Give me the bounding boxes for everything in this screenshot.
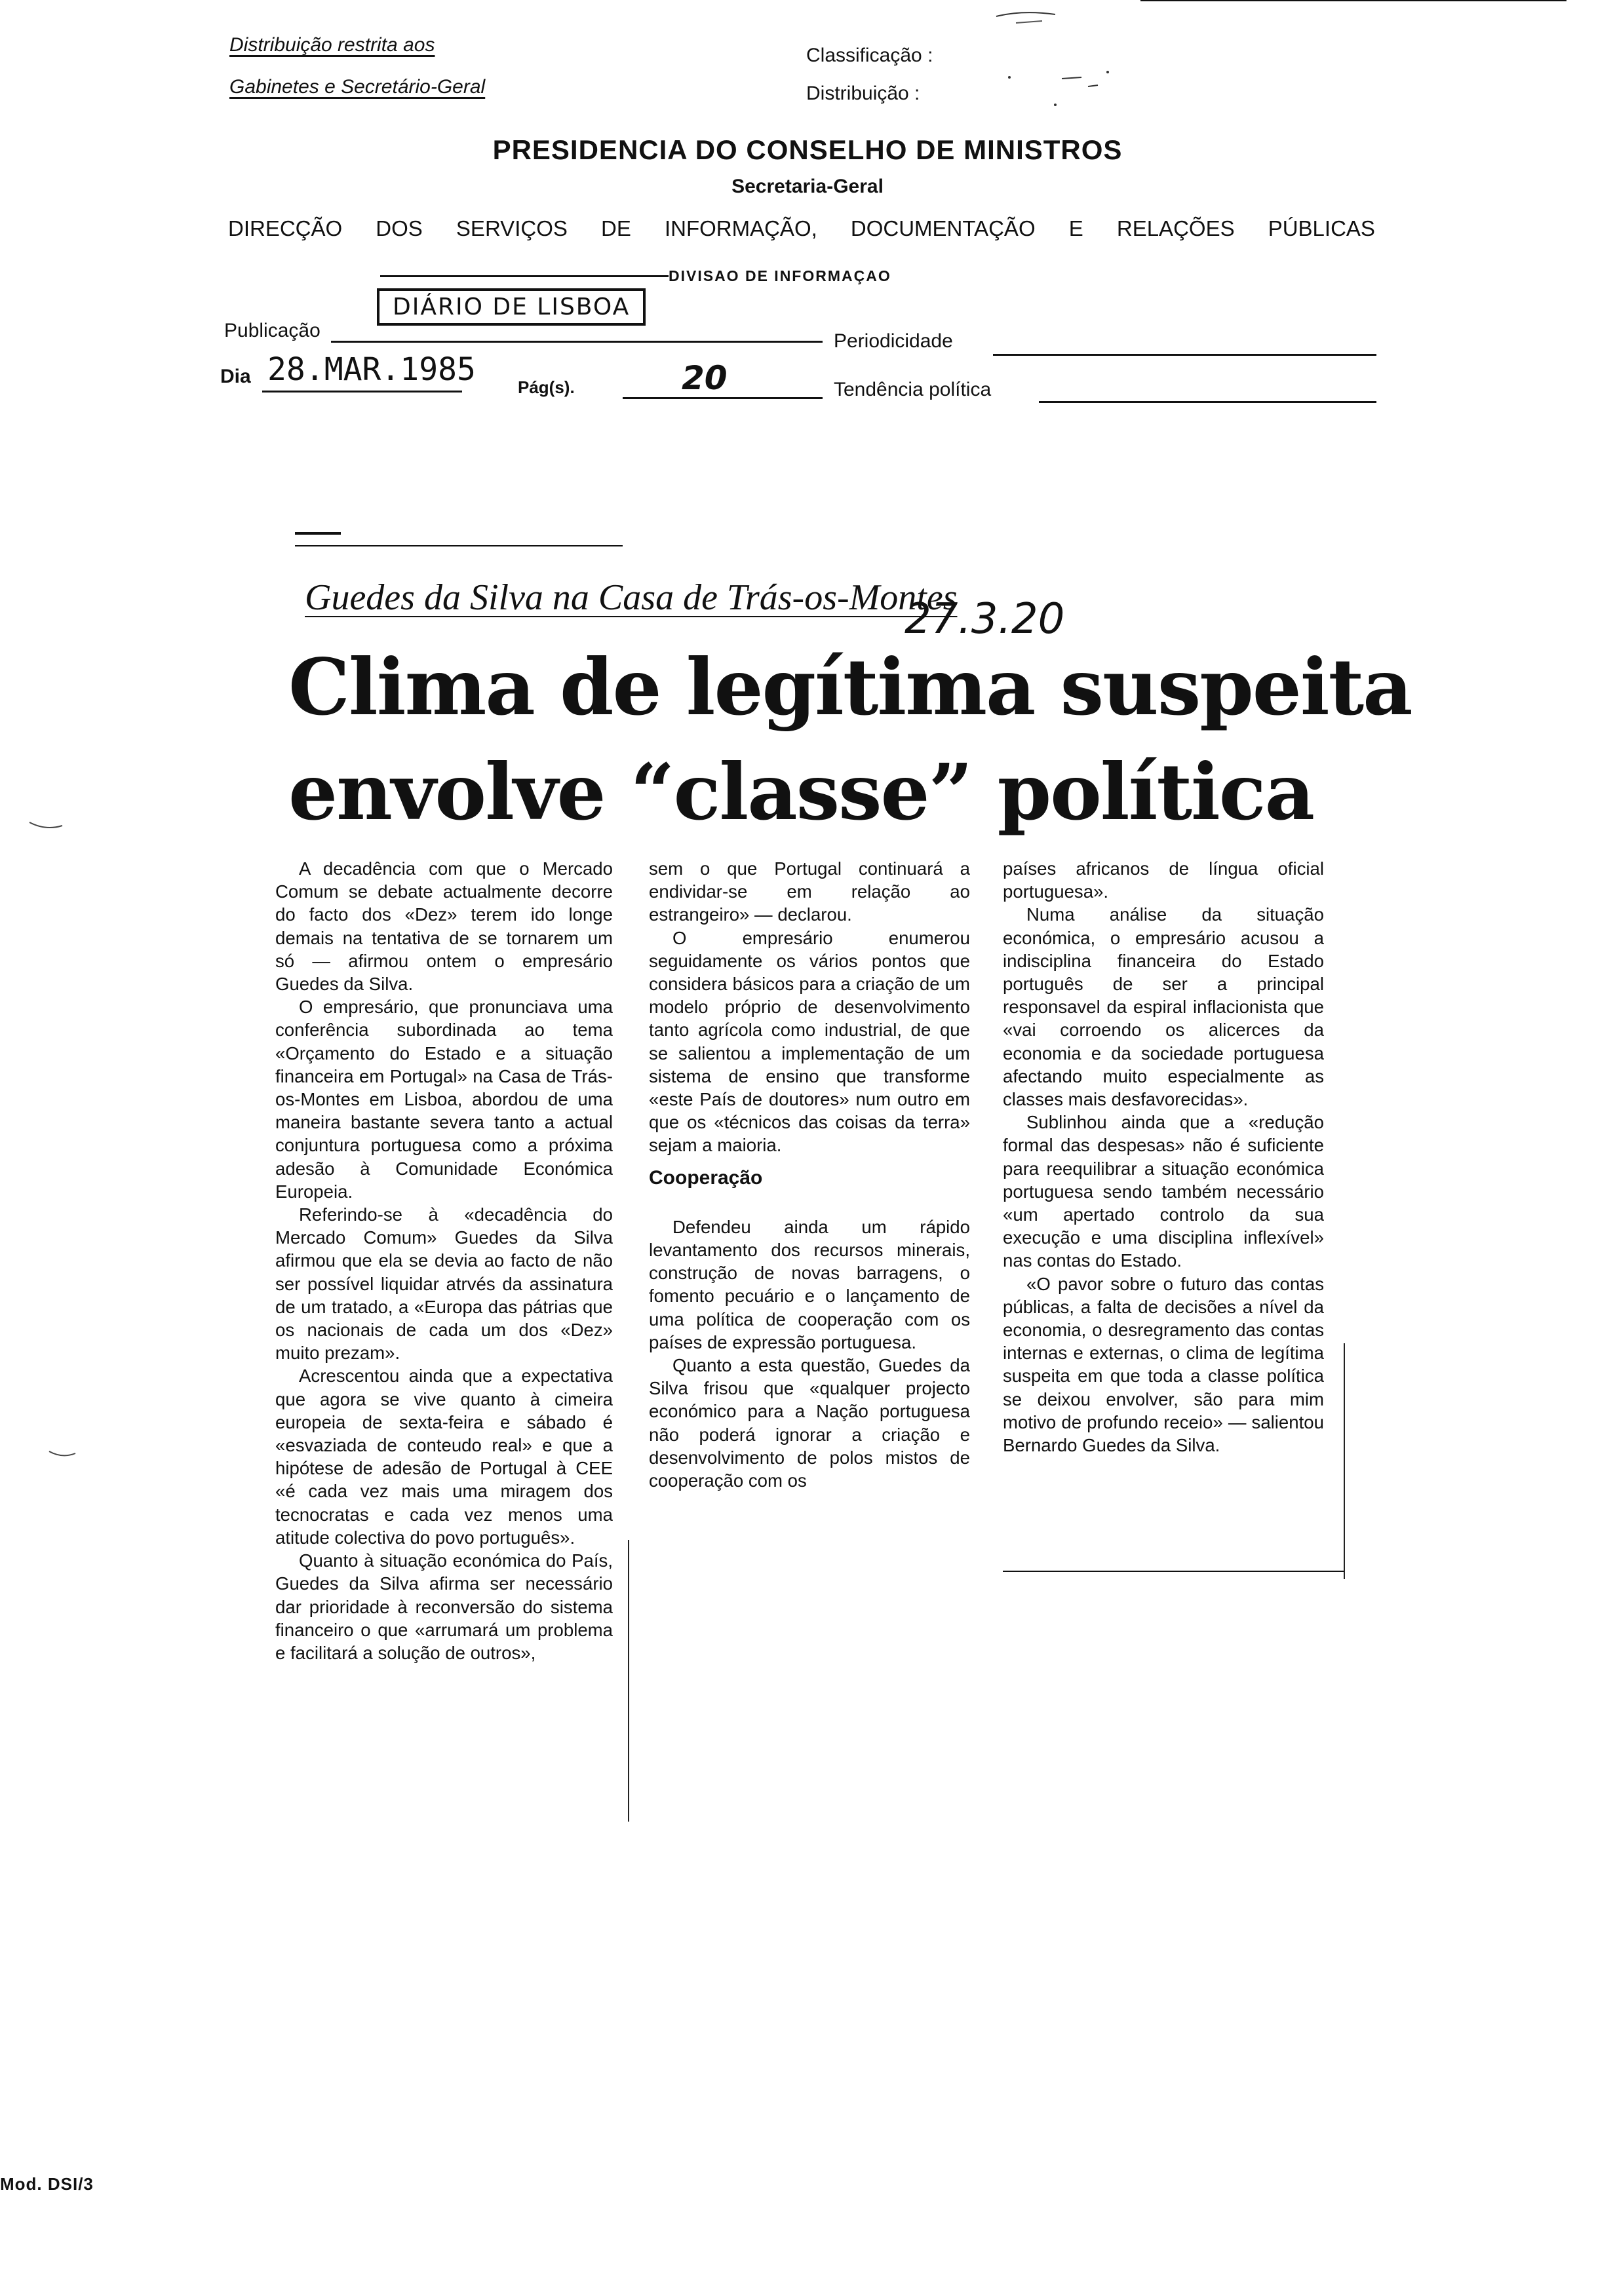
paragraph: sem o que Portugal continuará a endividar-se em relação ao estrangeiro» — declarou. xyxy=(649,858,970,925)
paragraph: Referindo-se à «decadência do Mercado Comum» Guedes da Silva afirmou que ela se devia ao facto de não ser possível liquidar atrvés da assinatura de um tratado, a «Europa das pátrias que os nacionais de cada um dos «Dez» muito prezam». xyxy=(275,1204,613,1364)
paragraph: Defendeu ainda um rápido levantamento dos recursos minerais, construção de novas barragens, o fomento pecuário e o lançamento de uma política de cooperação com os países de expressão portuguesa. xyxy=(649,1216,970,1352)
directorate-word: DE xyxy=(600,216,631,240)
distribution-label: Distribuição : xyxy=(806,83,920,104)
periodicity-label: Periodicidade xyxy=(834,330,953,352)
directorate-word: RELAÇÕES xyxy=(1116,216,1235,240)
directorate-word: DIRECÇÃO xyxy=(228,216,343,240)
publication-stamp: DIÁRIO DE LISBOA xyxy=(377,288,646,326)
directorate-word: SERVIÇOS xyxy=(456,216,568,240)
margin-mark-icon xyxy=(26,819,66,832)
day-label: Dia xyxy=(220,366,251,387)
directorate-word: PÚBLICAS xyxy=(1268,216,1375,240)
restricted-distribution-line2: Gabinetes e Secretário-Geral xyxy=(229,76,486,98)
form-code: Mod. DSI/3 xyxy=(0,2174,94,2194)
article-column-2 xyxy=(649,857,970,1492)
column-3-end-rule xyxy=(1003,1571,1344,1572)
tendency-label: Tendência política xyxy=(834,379,992,400)
date-rule xyxy=(262,391,462,392)
headline-line1: Clima de legítima suspeita xyxy=(288,641,1412,733)
subhead-cooperation: Cooperação xyxy=(649,1166,763,1189)
publication-date: 28.MAR.1985 xyxy=(267,351,476,388)
article-column-3 xyxy=(1003,857,1324,1457)
clipping-top-rule xyxy=(295,545,623,546)
restricted-distribution-line1: Distribuição restrita aos xyxy=(229,34,435,56)
paragraph: países africanos de língua oficial portuguesa». xyxy=(1003,858,1324,902)
pen-marks-icon xyxy=(983,0,1140,124)
pages-label: Pág(s). xyxy=(518,377,575,397)
classification-label: Classificação : xyxy=(806,45,933,66)
presidency-title: PRESIDENCIA DO CONSELHO DE MINISTROS xyxy=(492,134,1123,165)
column-edge-line xyxy=(628,1540,629,1822)
periodicity-rule xyxy=(993,354,1376,356)
margin-mark-icon xyxy=(46,1448,79,1461)
paragraph: Numa análise da situação económica, o empresário acusou a indisciplina financeira do Estado português de ser a principal responsavel da espiral inflacionista que «vai corroendo os alicerces da economia e da sociedade portuguesa afectando muito especialmente as classes mais desfavorecidas». xyxy=(1003,904,1324,1110)
division-label: DIVISAO DE INFORMAÇAO xyxy=(669,267,891,284)
tendency-rule xyxy=(1039,401,1376,403)
directorate-word: DOCUMENTAÇÃO xyxy=(850,216,1036,240)
article-kicker: Guedes da Silva na Casa de Trás-os-Montes xyxy=(305,577,958,618)
pages-rule xyxy=(623,397,823,399)
paragraph: Acrescentou ainda que a expectativa que agora se vive quanto à cimeira europeia de sexta-feira e sábado é «esvaziada de conteudo real» e que a hipótese de adesão de Portugal à CEE «é cada vez mais uma miragem dos tecnocratas e cada vez menos uma atitude colectiva do povo português». xyxy=(275,1366,613,1548)
paragraph: A decadência com que o Mercado Comum se debate actualmente decorre do facto dos «Dez» terem ido longe demais na tentativa de se tornarem um só — afirmou ontem o empresário Guedes da Silva. xyxy=(275,858,613,995)
top-right-rule xyxy=(1140,0,1566,1)
paragraph: O empresário enumerou seguidamente os vários pontos que considera básicos para a criação de um modelo próprio de desenvolvimento tanto agrícola como industrial, de que se salientou a implementação de um sistema de ensino que transforme «este País de doutores» num outro em que os «técnicos das coisas da terra» sejam a maioria. xyxy=(649,927,970,1156)
paragraph: Quanto a esta questão, Guedes da Silva frisou que «qualquer projecto económico para a Nação portuguesa não poderá ignorar a criação e desenvolvimento de polos mistos de cooperação com os xyxy=(649,1355,970,1491)
handwritten-annotation: 27.3.20 xyxy=(905,595,1065,643)
division-rule xyxy=(380,275,669,277)
directorate-word: E xyxy=(1068,216,1083,240)
publication-rule xyxy=(331,341,823,343)
paragraph: «O pavor sobre o futuro das contas públicas, a falta de decisões a nível da economia, o desregramento das contas internas e externas, o clima de legítima suspeita em que toda a classe política se deixou envolver, são para mim motivo de profundo receio» — salientou Bernardo Guedes da Silva. xyxy=(1003,1273,1324,1456)
directorate-word: DOS xyxy=(376,216,423,240)
paragraph: O empresário, que pronunciava uma conferência subordinada ao tema «Orçamento do Estado e a situação financeira em Portugal» na Casa de Trás-os-Montes em Lisboa, abordou de uma maneira bastante severa tanto a actual conjuntura portuguesa como a próxima adesão à Comunidade Económica Europeia. xyxy=(275,997,613,1202)
article-column-1 xyxy=(275,857,613,1664)
headline-line2: envolve “classe” política xyxy=(288,746,1314,837)
paragraph: Quanto à situação económica do País, Guedes da Silva afirma ser necessário dar prioridade à reconversão do sistema financeiro o que «arrumará um problema e facilitará a solução de outros», xyxy=(275,1550,613,1663)
directorate-line xyxy=(228,216,1375,241)
pages-value: 20 xyxy=(682,359,728,397)
column-edge-line xyxy=(1344,1343,1345,1579)
publication-label: Publicação xyxy=(224,320,321,341)
secretariat-subtitle: Secretaria-Geral xyxy=(731,176,884,197)
directorate-word: INFORMAÇÃO, xyxy=(664,216,817,240)
clipping-mark xyxy=(295,532,341,535)
paragraph: Sublinhou ainda que a «redução formal das despesas» não é suficiente para reequilibrar a situação económica portuguesa sendo também necessário «um apertado controlo da sua execução e uma disciplina inflexível» nas contas do Estado. xyxy=(1003,1112,1324,1271)
